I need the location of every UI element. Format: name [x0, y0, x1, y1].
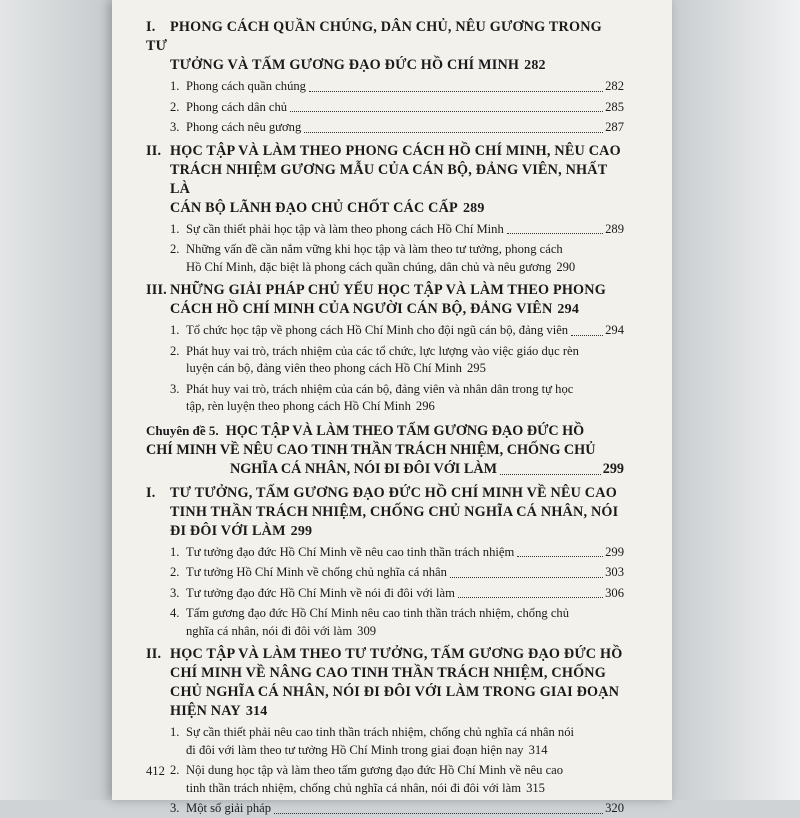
page-ref: 287 — [605, 120, 624, 134]
book-page — [112, 0, 672, 815]
toc-item: 1. Phong cách quần chúng 282 — [170, 78, 624, 96]
toc-item: 1. Sự cần thiết phải nêu cao tinh thần trách nhiệm, chống chủ nghĩa cá nhân nói đi đôi với làm theo tư tưởng Hồ Chí Minh trong giai đoạn hiện nay 314 — [170, 725, 575, 757]
toc-section-1 — [146, 18, 624, 75]
page-ref: 309 — [357, 623, 377, 638]
page-ref: 299 — [605, 544, 624, 559]
page-ref: 285 — [605, 99, 624, 114]
chapter-label: Chuyên đề 5. — [146, 422, 219, 438]
page-ref: 294 — [557, 302, 580, 317]
page-ref: 303 — [605, 565, 624, 579]
page-ref: 299 — [290, 523, 313, 539]
toc-item: 2. Tư tưởng Hồ Chí Minh về chống chủ nghĩa cá nhân 303 — [170, 564, 624, 582]
section-title-line: TƯỞNG VÀ TẤM GƯƠNG ĐẠO ĐỨC HỒ CHÍ MINH — [170, 57, 520, 73]
toc-item: 3. Tư tưởng đạo đức Hồ Chí Minh về nói đi đôi với làm 306 — [170, 585, 624, 603]
toc-item: 2. Phong cách dân chủ 285 — [170, 99, 624, 117]
toc-ch5-section-1: I. TƯ TƯỞNG, TẤM GƯƠNG ĐẠO ĐỨC HỒ CHÍ MINH VỀ NÊU CAO TINH THẦN TRÁCH NHIỆM, CHỐNG CHỦ NGHĨA CÁ NHÂN, NÓI ĐI ĐÔI VỚI LÀM 299 — [146, 484, 619, 539]
page-ref: 295 — [466, 361, 486, 375]
page-number: 412 — [146, 764, 165, 778]
page-ref: 294 — [605, 323, 624, 337]
left-background — [0, 0, 112, 800]
page-ref: 314 — [528, 742, 548, 757]
page-ref: 282 — [605, 79, 624, 93]
page-ref: 320 — [605, 801, 624, 815]
page-ref: 296 — [415, 399, 435, 413]
toc-item: 3. Phong cách nêu gương 287 — [170, 119, 624, 137]
toc-item: 2. Những vấn đề cần nắm vững khi học tập và làm theo tư tưởng, phong cách Hồ Chí Minh, đặc biệt là phong cách quần chúng, dân chủ và nêu gương 290 — [170, 242, 576, 274]
page-ref: 299 — [602, 460, 624, 477]
toc-item: 2. Phát huy vai trò, trách nhiệm của các tổ chức, lực lượng vào việc giáo dục rèn luyện cán bộ, đảng viên theo phong cách Hồ Chí Minh 295 — [170, 343, 579, 375]
section-number: I. — [146, 19, 156, 35]
section-title-line: PHONG CÁCH QUẦN CHÚNG, DÂN CHỦ, NÊU GƯƠNG TRONG TƯ — [146, 19, 602, 54]
toc-item: 1. Tổ chức học tập về phong cách Hồ Chí Minh cho đội ngũ cán bộ, đảng viên 294 — [170, 322, 624, 340]
page-ref: 289 — [605, 221, 624, 236]
toc-item: 1. Tư tưởng đạo đức Hồ Chí Minh về nêu cao tinh thần trách nhiệm 299 — [170, 544, 624, 562]
page-ref: 290 — [556, 259, 576, 274]
toc-item: 1. Sự cần thiết phải học tập và làm theo phong cách Hồ Chí Minh 289 — [170, 221, 624, 239]
toc-item: 3. Một số giải pháp 320 — [170, 800, 624, 818]
toc-item: 3. Phát huy vai trò, trách nhiệm của cán bộ, đảng viên và nhân dân trong tự học tập, rèn luyện theo phong cách Hồ Chí Minh 296 — [170, 381, 574, 413]
table-of-contents — [146, 18, 624, 818]
page-ref: 306 — [605, 585, 624, 600]
page-ref: 314 — [245, 704, 268, 719]
toc-chapter-5: Chuyên đề 5. HỌC TẬP VÀ LÀM THEO TẤM GƯƠNG ĐẠO ĐỨC HỒ CHÍ MINH VỀ NÊU CAO TINH THẦN TRÁCH NHIỆM, CHỐNG CHỦ NGHĨA CÁ NHÂN, NÓI ĐI ĐÔI VỚI LÀM 299 — [146, 422, 624, 477]
page-ref: 315 — [526, 780, 545, 795]
toc-item: 2. Nội dung học tập và làm theo tấm gương đạo đức Hồ Chí Minh về nêu cao tinh thần trách nhiệm, chống chủ nghĩa cá nhân, nói đi đôi với làm 315 — [170, 763, 564, 795]
right-background — [672, 0, 800, 800]
toc-item: 4. Tấm gương đạo đức Hồ Chí Minh nêu cao tinh thần trách nhiệm, chống chủ nghĩa cá nhân, nói đi đôi với làm 309 — [170, 606, 569, 638]
page-ref: 282 — [524, 58, 546, 73]
toc-section-2: II. HỌC TẬP VÀ LÀM THEO PHONG CÁCH HỒ CHÍ MINH, NÊU CAO TRÁCH NHIỆM GƯƠNG MẪU CỦA CÁN BỘ, ĐẢNG VIÊN, NHẤT LÀ CÁN BỘ LÃNH ĐẠO CHỦ CHỐT CÁC CẤP 289 — [146, 142, 621, 216]
toc-section-3: III. NHỮNG GIẢI PHÁP CHỦ YẾU HỌC TẬP VÀ LÀM THEO PHONG CÁCH HỒ CHÍ MINH CỦA NGƯỜI CÁN BỘ, ĐẢNG VIÊN 294 — [146, 282, 606, 317]
page-ref: 289 — [462, 200, 485, 216]
toc-ch5-section-2: II. HỌC TẬP VÀ LÀM THEO TƯ TƯỞNG, TẤM GƯƠNG ĐẠO ĐỨC HỒ CHÍ MINH VỀ NÂNG CAO TINH THẦN TRÁCH NHIỆM, CHỐNG CHỦ NGHĨA CÁ NHÂN, NÓI ĐI ĐÔI VỚI LÀM TRONG GIAI ĐOẠN HIỆN NAY 314 — [146, 646, 623, 719]
